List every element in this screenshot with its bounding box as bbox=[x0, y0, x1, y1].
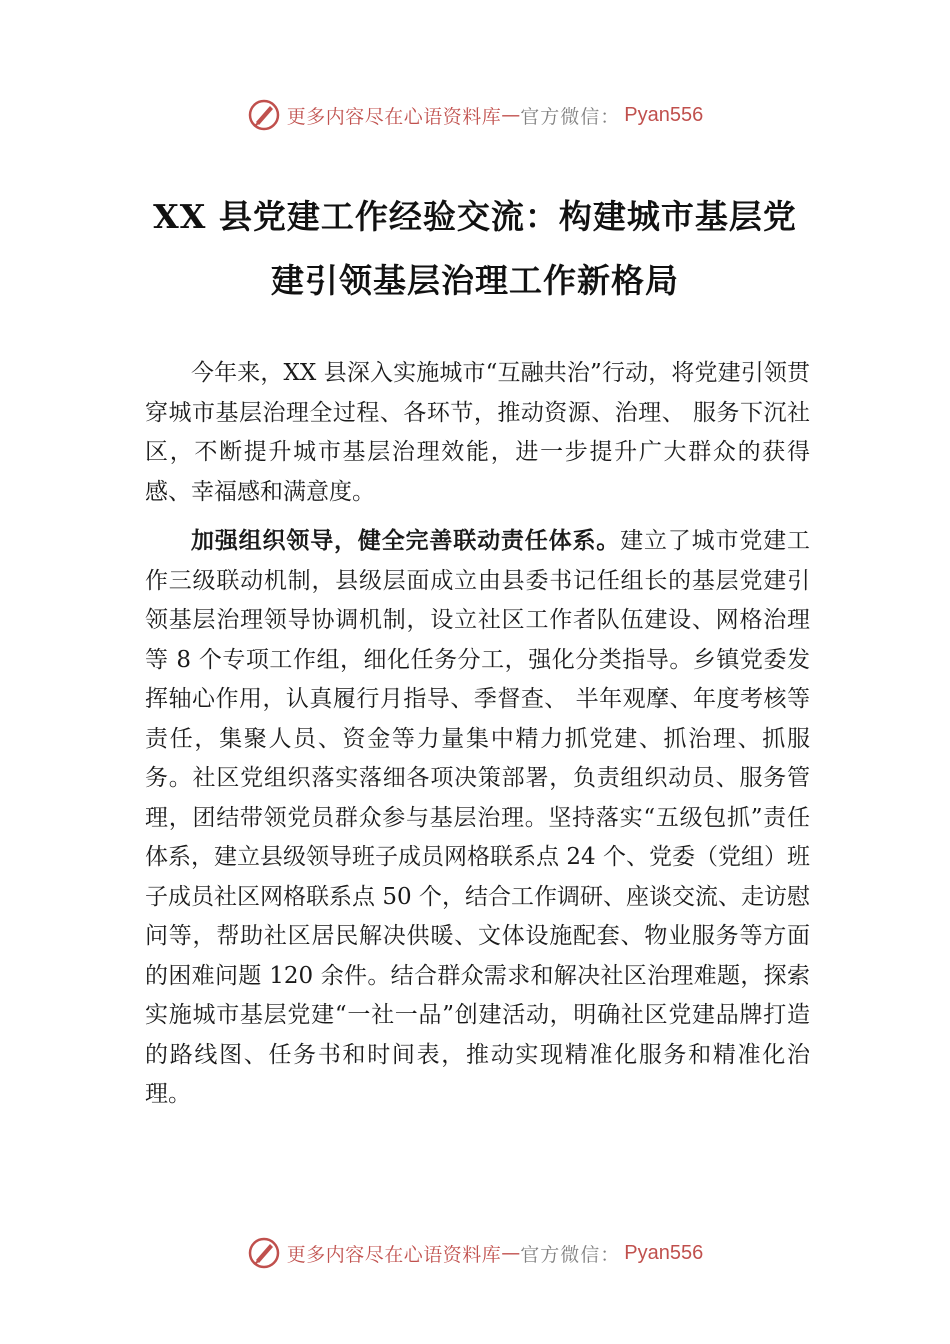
paragraph-intro bbox=[145, 354, 810, 512]
banner-wechat-id: Pyan556 bbox=[624, 1241, 704, 1264]
brand-logo-icon bbox=[247, 98, 281, 132]
banner-wechat-id: Pyan556 bbox=[624, 103, 704, 126]
paragraph-lead: 加强组织领导，健全完善联动责任体系。 bbox=[191, 528, 621, 554]
banner-wechat-label: 官方微信： bbox=[520, 1243, 621, 1266]
title-line-2: 建引领基层治理工作新格局 bbox=[271, 261, 679, 300]
document-title bbox=[100, 185, 850, 313]
brand-logo-icon bbox=[247, 1236, 281, 1270]
banner-dash: — bbox=[501, 1242, 521, 1264]
title-line-1: XX 县党建工作经验交流：构建城市基层党 bbox=[153, 197, 797, 236]
paragraph-text: 建立了城市党建工作三级联动机制，县级层面成立由县委书记任组长的基层党建引领基层治理领导协调机制，设立社区工作者队伍建设、网格治理等 8 个专项工作组，细化任务分工，强化分类指导。乡镇党委发挥轴心作用，认真履行月指导、季督查、 半年观摩、年度考核等责任，集聚人员、资金等力量集中精力抓党建、抓治理、抓服务。社区党组织落实落细各项决策部署，负责组织动员、服务管理，团结带领党员群众参与基层治理。坚持落实“五级包抓”责任体系，建立县级领导班子成员网格联系点 24 个、党委（党组）班子成员社区网格联系点 50 个，结合工作调研、座谈交流、走访慰问等，帮助社区居民解决供暖、文体设施配套、物业服务等方面的困难问题 120 余件。结合群众需求和解决社区治理难题，探索实施城市基层党建“一社一品”创建活动，明确社区党建品牌打造的路线图、任务书和时间表，推动实现精准化服务和精准化治理。 bbox=[145, 528, 811, 1107]
footer-banner bbox=[0, 1233, 950, 1273]
banner-wechat-label: 官方微信： bbox=[520, 105, 621, 128]
paragraph-organization bbox=[145, 522, 810, 1115]
header-banner bbox=[0, 95, 950, 135]
banner-text: 更多内容尽在心语资料库 bbox=[286, 105, 502, 128]
paragraph-text: 今年来，XX 县深入实施城市“互融共治”行动，将党建引领贯穿城市基层治理全过程、各环节，推动资源、治理、 服务下沉社区，不断提升城市基层治理效能，进一步提升广大群众的获得感、幸福感和满意度。 bbox=[145, 360, 810, 505]
banner-dash: — bbox=[501, 104, 521, 126]
document-body bbox=[145, 354, 810, 1125]
banner-text: 更多内容尽在心语资料库 bbox=[286, 1243, 502, 1266]
